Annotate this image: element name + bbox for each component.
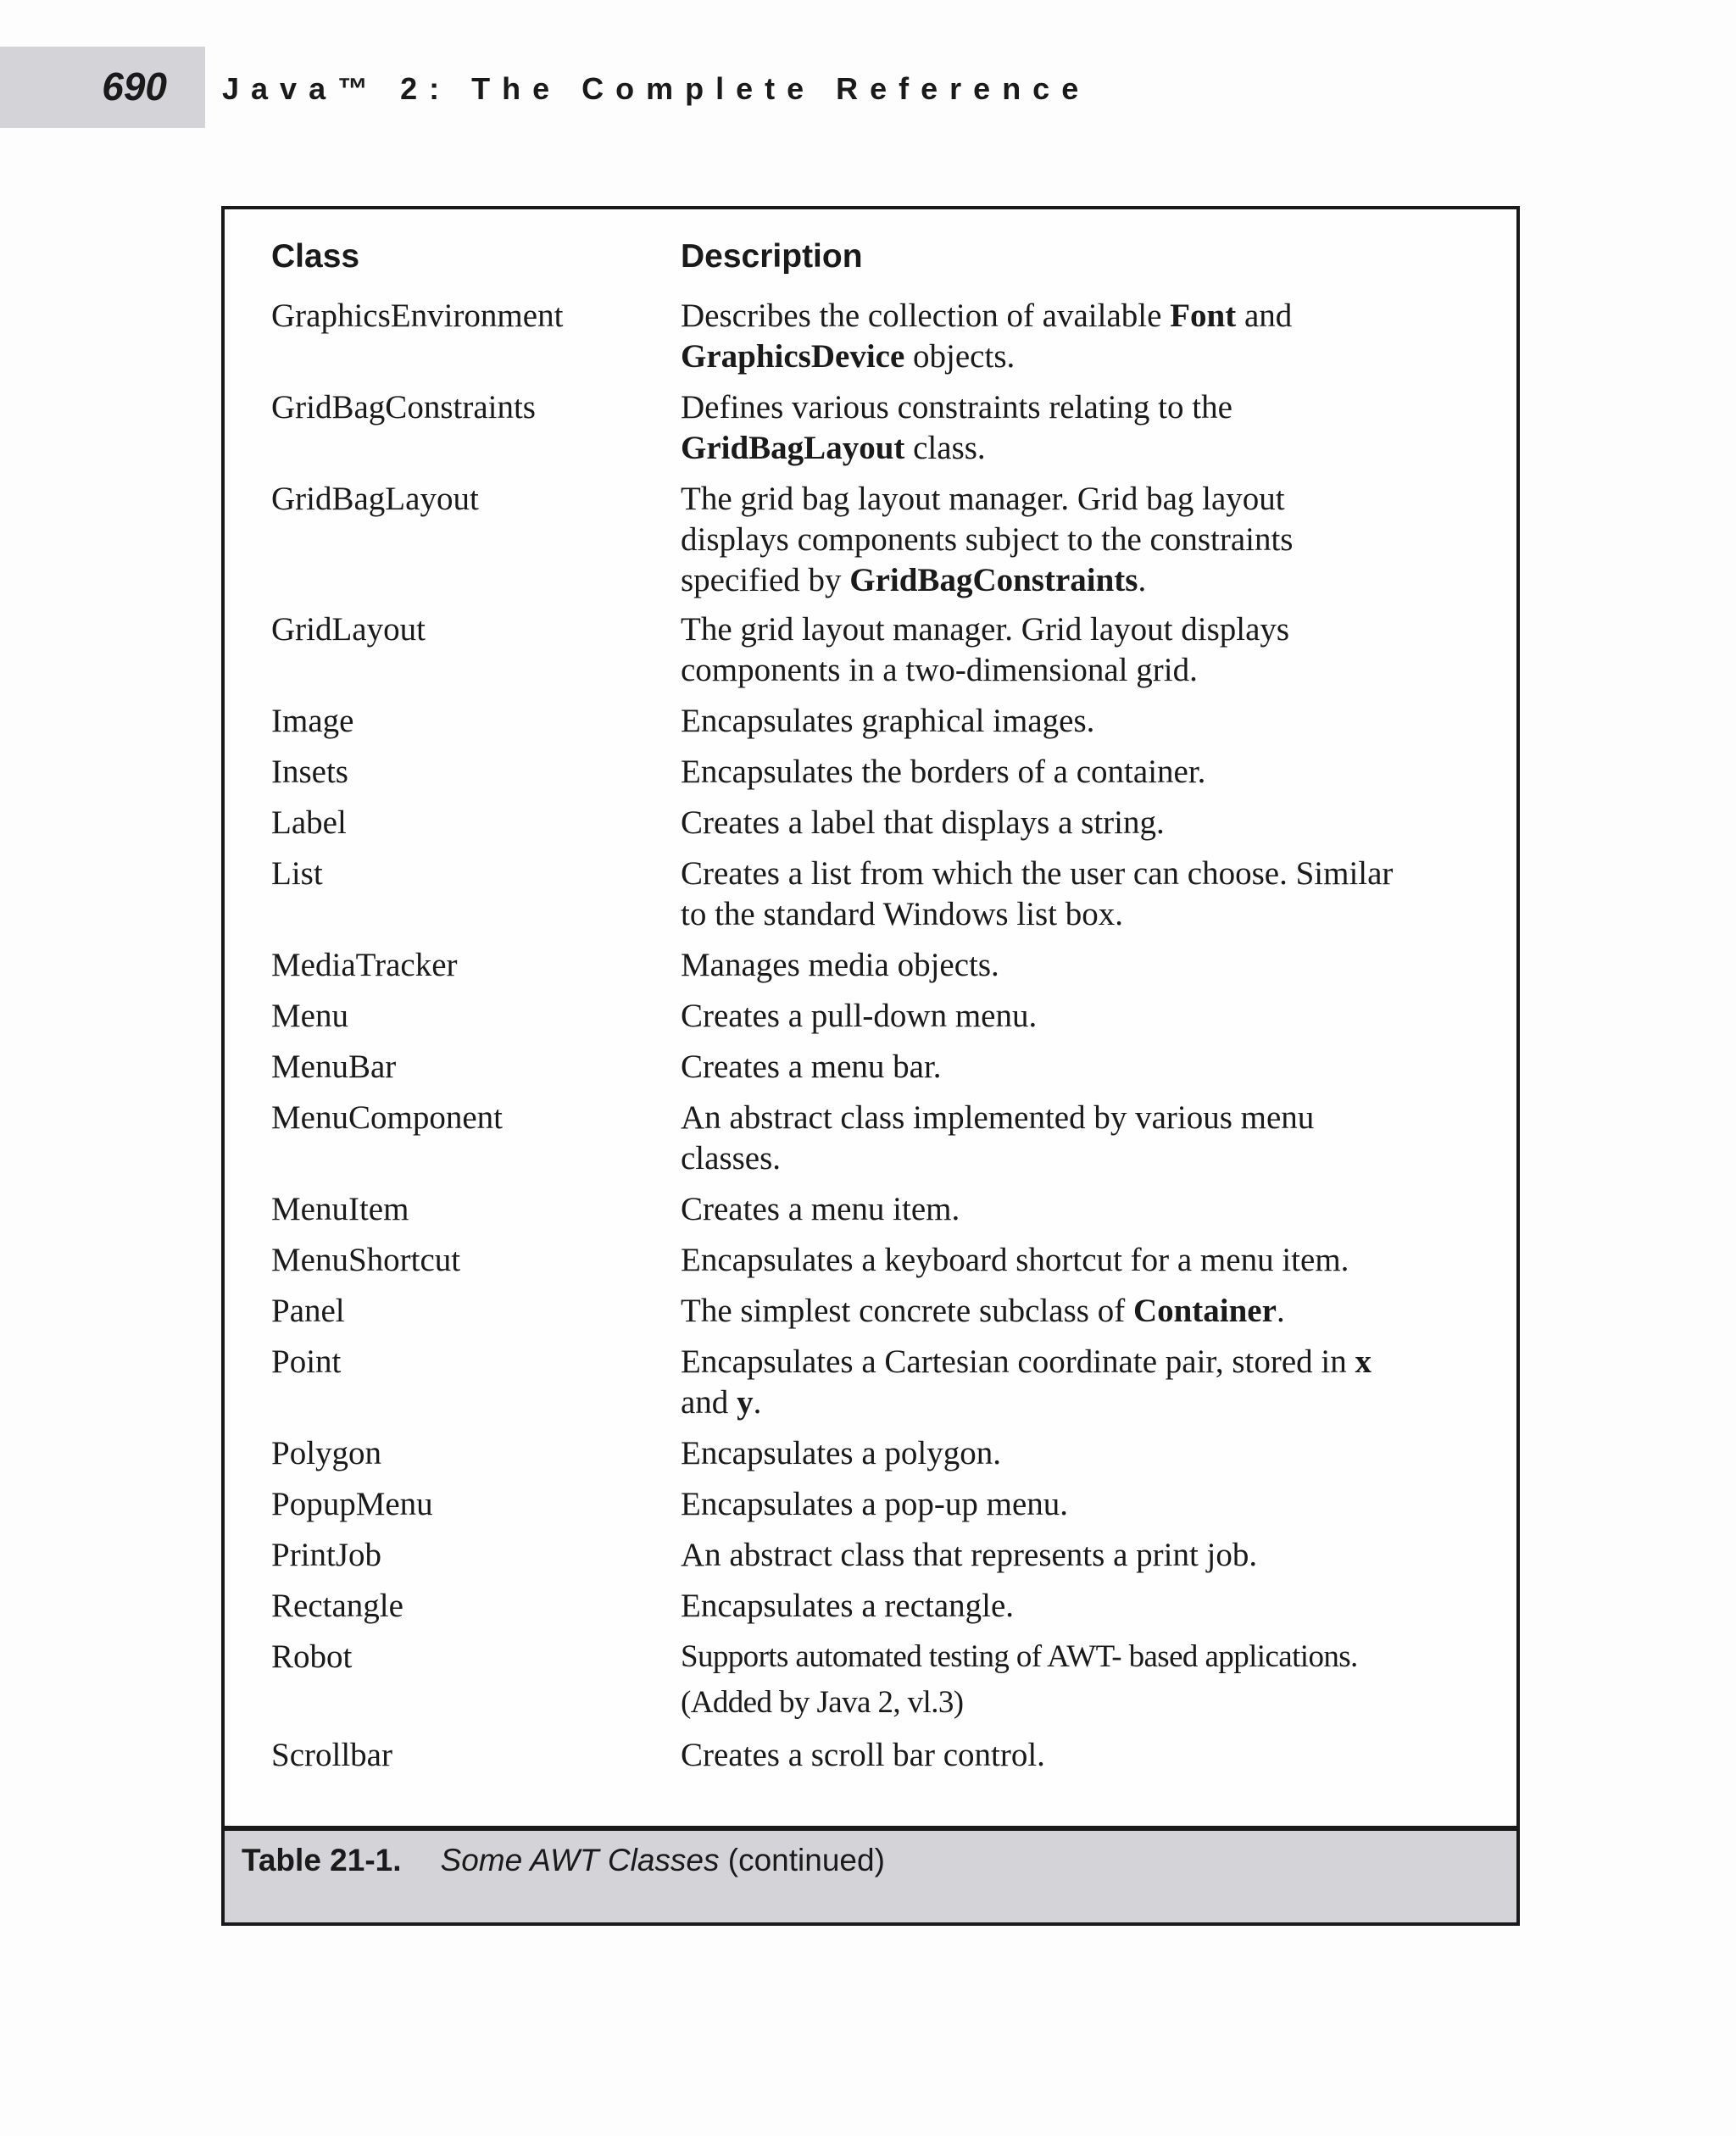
- description-text: and: [681, 1384, 737, 1421]
- class-name: MediaTracker: [271, 947, 458, 983]
- class-description: [681, 296, 1292, 377]
- description-text: specified by: [681, 562, 850, 598]
- description-line: [681, 296, 1292, 337]
- class-description: [681, 609, 1289, 691]
- class-description: [681, 854, 1393, 935]
- description-text: Creates a list from which the user can choose. Similar: [681, 855, 1394, 892]
- column-header-description: Description: [681, 238, 863, 275]
- class-description: [681, 1342, 1372, 1423]
- class-name: Robot: [271, 1638, 353, 1675]
- description-text: Encapsulates a rectangle.: [681, 1588, 1015, 1624]
- caption-title: Some AWT Classes: [440, 1843, 720, 1877]
- description-text: .: [1138, 562, 1147, 598]
- description-line: [681, 1098, 1314, 1138]
- description-line: [681, 1433, 1001, 1474]
- class-description: [681, 479, 1293, 601]
- description-text: Encapsulates a keyboard shortcut for a menu item.: [681, 1242, 1349, 1278]
- description-line: [681, 1586, 1014, 1627]
- description-line: [681, 1535, 1257, 1576]
- class-name: Image: [271, 703, 354, 739]
- class-description: [681, 752, 1205, 793]
- description-line: [681, 945, 999, 986]
- description-text: to the standard Windows list box.: [681, 896, 1124, 932]
- page-number-box: [0, 47, 205, 128]
- description-text: The simplest concrete subclass of: [681, 1293, 1133, 1329]
- class-description: [681, 387, 1232, 469]
- description-line: [681, 337, 1292, 377]
- description-line: [681, 803, 1165, 843]
- description-line: [681, 1138, 1314, 1179]
- description-text: classes.: [681, 1140, 782, 1176]
- class-description: [681, 1735, 1045, 1776]
- class-description: [681, 1586, 1014, 1627]
- description-text: Creates a menu bar.: [681, 1049, 942, 1085]
- description-text: Encapsulates the borders of a container.: [681, 754, 1206, 790]
- description-text: Describes the collection of available: [681, 298, 1171, 334]
- class-description: [681, 1535, 1257, 1576]
- description-text: components in a two-dimensional grid.: [681, 652, 1198, 688]
- description-line: [681, 650, 1289, 691]
- caption-label: Table 21-1.: [242, 1843, 402, 1877]
- description-text: Encapsulates a Cartesian coordinate pair, stored in: [681, 1343, 1355, 1380]
- description-line: [681, 520, 1293, 560]
- description-line: [681, 1342, 1372, 1382]
- description-line: [681, 479, 1293, 520]
- description-code-term: GraphicsDevice: [681, 338, 905, 375]
- description-text: and: [1236, 298, 1293, 334]
- class-description: [681, 1433, 1001, 1474]
- description-line: [681, 1637, 1358, 1677]
- description-text: The grid layout manager. Grid layout displays: [681, 611, 1290, 648]
- class-name: GridBagConstraints: [271, 389, 536, 426]
- description-code-term: GridBagConstraints: [849, 562, 1138, 598]
- class-description: [681, 1484, 1068, 1525]
- description-text: Creates a menu item.: [681, 1191, 960, 1227]
- class-name: Panel: [271, 1293, 345, 1329]
- description-line: [681, 560, 1293, 601]
- table-caption: [242, 1843, 885, 1878]
- class-description: [681, 1637, 1358, 1723]
- awt-classes-table: [221, 206, 1520, 1926]
- caption-suffix: (continued): [719, 1843, 885, 1877]
- class-name: Menu: [271, 998, 348, 1034]
- class-description: [681, 1047, 942, 1087]
- class-name: Polygon: [271, 1435, 382, 1471]
- description-line: [681, 894, 1393, 935]
- class-name: GridLayout: [271, 611, 426, 648]
- description-code-term: Font: [1170, 298, 1237, 334]
- description-line: [681, 701, 1094, 742]
- class-description: [681, 701, 1094, 742]
- page-number: 690: [102, 64, 167, 108]
- class-description: [681, 1098, 1314, 1179]
- class-name: Point: [271, 1343, 342, 1380]
- class-name: Rectangle: [271, 1588, 403, 1624]
- description-line: [681, 428, 1232, 469]
- description-line: [681, 996, 1037, 1037]
- description-text: (Added by Java 2, vl.3): [681, 1685, 964, 1720]
- class-name: Scrollbar: [271, 1737, 392, 1773]
- description-text: Defines various constraints relating to the: [681, 389, 1232, 426]
- column-header-class: Class: [271, 238, 360, 275]
- class-description: [681, 1189, 960, 1230]
- class-name: MenuComponent: [271, 1099, 503, 1136]
- description-line: [681, 1047, 942, 1087]
- description-code-term: GridBagLayout: [681, 430, 905, 466]
- description-line: [681, 1240, 1349, 1281]
- description-line: [681, 387, 1232, 428]
- description-line: [681, 1484, 1068, 1525]
- class-description: [681, 996, 1037, 1037]
- description-line: [681, 1291, 1285, 1332]
- class-name: MenuShortcut: [271, 1242, 461, 1278]
- description-code-term: Container: [1132, 1293, 1277, 1329]
- description-line: [681, 609, 1289, 650]
- description-text: Creates a label that displays a string.: [681, 804, 1165, 841]
- table-caption-bar: [225, 1826, 1516, 1922]
- description-line: [681, 854, 1393, 894]
- class-name: GraphicsEnvironment: [271, 298, 564, 334]
- description-text: Creates a pull-down menu.: [681, 998, 1038, 1034]
- description-text: Supports automated testing of AWT- based applications.: [681, 1639, 1358, 1674]
- description-line: [681, 1735, 1045, 1776]
- description-text: .: [753, 1384, 762, 1421]
- class-name: PrintJob: [271, 1537, 382, 1573]
- class-name: PopupMenu: [271, 1486, 433, 1522]
- class-description: [681, 945, 999, 986]
- description-code-term: x: [1355, 1343, 1372, 1380]
- description-text: The grid bag layout manager. Grid bag layout: [681, 481, 1285, 517]
- class-name: Label: [271, 804, 347, 841]
- class-name: List: [271, 855, 323, 892]
- description-line: [681, 1189, 960, 1230]
- class-name: GridBagLayout: [271, 481, 479, 517]
- description-text: Creates a scroll bar control.: [681, 1737, 1045, 1773]
- description-text: objects.: [904, 338, 1015, 375]
- description-text: An abstract class that represents a print job.: [681, 1537, 1258, 1573]
- description-text: Encapsulates a pop-up menu.: [681, 1486, 1069, 1522]
- description-text: Encapsulates a polygon.: [681, 1435, 1001, 1471]
- class-description: [681, 803, 1165, 843]
- description-code-term: y: [737, 1384, 754, 1421]
- description-line: [681, 1382, 1372, 1423]
- class-name: MenuBar: [271, 1049, 397, 1085]
- class-name: MenuItem: [271, 1191, 409, 1227]
- class-name: Insets: [271, 754, 348, 790]
- description-text: class.: [904, 430, 986, 466]
- class-description: [681, 1240, 1349, 1281]
- description-line: [681, 752, 1205, 793]
- description-text: Encapsulates graphical images.: [681, 703, 1095, 739]
- description-text: Manages media objects.: [681, 947, 999, 983]
- description-text: .: [1276, 1293, 1285, 1329]
- class-description: [681, 1291, 1285, 1332]
- description-text: An abstract class implemented by various menu: [681, 1099, 1315, 1136]
- book-title: Java™ 2: The Complete Reference: [222, 71, 1091, 106]
- description-text: displays components subject to the constraints: [681, 521, 1294, 558]
- description-line: [681, 1683, 1358, 1723]
